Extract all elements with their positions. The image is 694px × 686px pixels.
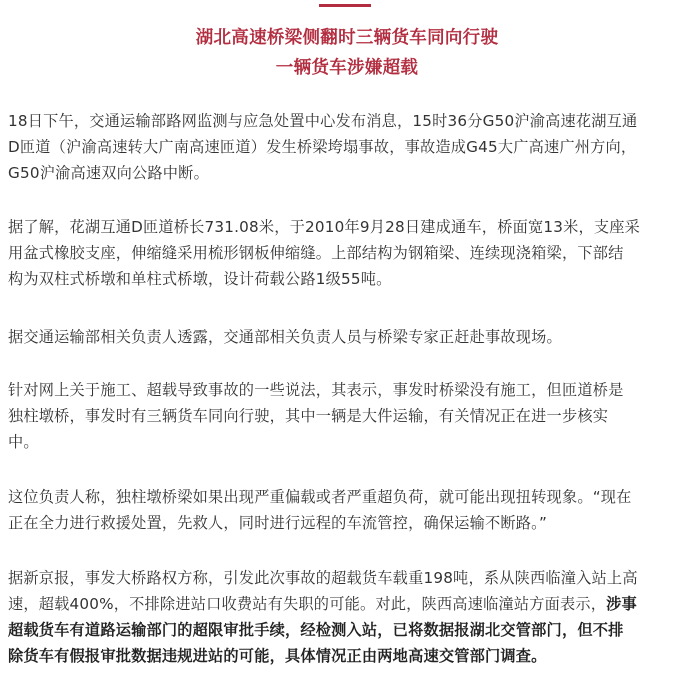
paragraph-3 bbox=[8, 324, 690, 350]
paragraph-line: 针对网上关于施工、超载导致事故的一些说法，其表示，事发时桥梁没有施工，但匝道桥是 bbox=[8, 381, 624, 399]
paragraph-6 bbox=[8, 565, 690, 669]
paragraph-line: 独柱墩桥，事发时有三辆货车同向行驶，其中一辆是大件运输，有关情况正在进一步核实 bbox=[8, 407, 609, 425]
article-title-line-2: 一辆货车涉嫌超载 bbox=[275, 58, 419, 78]
paragraph-2 bbox=[8, 214, 690, 292]
paragraph-line: 用盆式橡胶支座，伸缩缝采用梳形钢板伸缩缝。上部结构为钢箱梁、连续现浇箱梁，下部结 bbox=[8, 244, 624, 262]
paragraph-line: 这位负责人称，独柱墩桥梁如果出现严重偏载或者严重超负荷，就可能出现扭转现象。“现在 bbox=[8, 488, 632, 506]
title-accent-bar bbox=[319, 4, 371, 7]
emphasized-text: 除货车有假报审批数据违规进站的可能，具体情况正由两地高速交管部门调查。 bbox=[8, 647, 547, 665]
paragraph-1 bbox=[8, 108, 690, 186]
paragraph-line: 18日下午，交通运输部路网监测与应急处置中心发布消息，15时36分G50沪渝高速花湖互通 bbox=[8, 112, 638, 130]
paragraph-line bbox=[8, 617, 690, 643]
paragraph-line bbox=[8, 591, 690, 617]
emphasized-text: 涉事 bbox=[606, 595, 637, 613]
paragraph-line: G50沪渝高速双向公路中断。 bbox=[8, 164, 209, 182]
paragraph-line: 据新京报，事发大桥路权方称，引发此次事故的超载货车载重198吨，系从陕西临潼入站上高 bbox=[8, 569, 638, 587]
paragraph-5 bbox=[8, 484, 690, 536]
emphasized-text: 超载货车有道路运输部门的超限审批手续，经检测入站，已将数据报湖北交管部门，但不排 bbox=[8, 621, 624, 639]
paragraph-4 bbox=[8, 377, 690, 455]
article-title-line-1: 湖北高速桥梁侧翻时三辆货车同向行驶 bbox=[195, 28, 499, 48]
paragraph-line: 据交通运输部相关负责人透露，交通部相关负责人员与桥梁专家正赶赴事故现场。 bbox=[8, 328, 562, 346]
paragraph-line bbox=[8, 643, 690, 669]
paragraph-line: 正在全力进行救援处置，先救人，同时进行远程的车流管控，确保运输不断路。” bbox=[8, 514, 548, 532]
paragraph-line: 构为双柱式桥墩和单柱式桥墩，设计荷载公路1级55吨。 bbox=[8, 270, 392, 288]
paragraph-line: 中。 bbox=[8, 433, 39, 451]
paragraph-line: D匝道（沪渝高速转大广南高速匝道）发生桥梁垮塌事故，事故造成G45大广高速广州方向， bbox=[8, 138, 637, 156]
paragraph-text: 速，超载400%，不排除进站口收费站有失职的可能。对此，陕西高速临潼站方面表示， bbox=[8, 595, 607, 613]
paragraph-line: 据了解，花湖互通D匝道桥长731.08米，于2010年9月28日建成通车，桥面宽13米，支座采 bbox=[8, 218, 641, 236]
